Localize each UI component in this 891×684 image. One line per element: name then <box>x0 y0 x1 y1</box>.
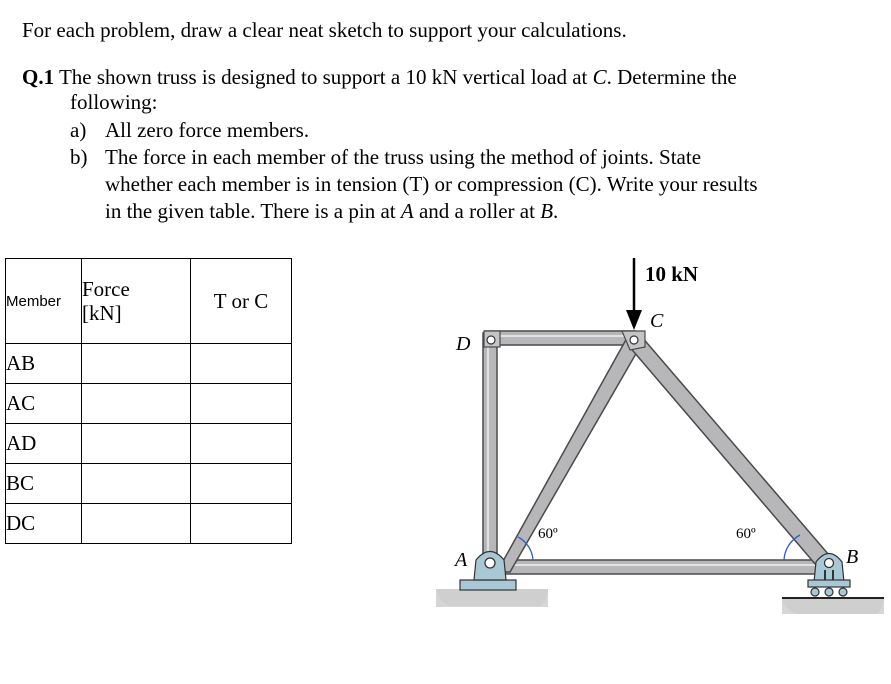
question-intro-point: C <box>592 65 607 89</box>
member-ad <box>483 333 497 573</box>
question-line-2: following: <box>70 90 158 114</box>
row-member: BC <box>6 464 82 504</box>
part-b-last-mid: and a roller at <box>413 199 541 223</box>
part-a-text: All zero force members. <box>105 118 310 142</box>
row-member: AC <box>6 384 82 424</box>
member-bc <box>628 336 835 572</box>
angle-label-left: 60º <box>538 526 558 542</box>
part-a-marker: a) <box>70 118 87 142</box>
label-b: B <box>846 546 859 568</box>
member-ab <box>490 560 830 574</box>
question-intro: The shown truss is designed to support a 10 kN vertical load at <box>58 65 593 89</box>
header-member: Member <box>6 259 82 344</box>
row-member: DC <box>6 504 82 544</box>
question-intro-post: . Determine the <box>606 65 737 89</box>
part-b-pin-point: A <box>400 199 414 223</box>
part-b-roller-point: B <box>540 199 554 223</box>
angle-label-right: 60º <box>736 526 756 542</box>
label-a: A <box>455 549 468 571</box>
part-b-line-1: The force in each member of the truss using the method of joints. State <box>105 145 702 169</box>
part-b-marker: b) <box>70 145 88 169</box>
joint-c-pin <box>630 336 638 344</box>
label-c: C <box>650 310 664 332</box>
question-number: Q.1 <box>22 65 55 89</box>
ground-left <box>436 589 548 607</box>
load-label: 10 kN <box>645 262 699 286</box>
row-member: AB <box>6 344 82 384</box>
load-arrow <box>626 258 642 330</box>
label-d: D <box>456 333 471 355</box>
instructions-text: For each problem, draw a clear neat sketch to support your calculations. <box>22 18 627 42</box>
part-b-last-post: . <box>553 199 559 223</box>
header-t-or-c: T or C <box>191 259 292 344</box>
part-b-line-2: whether each member is in tension (T) or compression (C). Write your results <box>105 172 758 196</box>
member-dc <box>485 331 635 345</box>
header-force-line2: [kN] <box>82 301 122 325</box>
header-force-line1: Force <box>82 277 130 301</box>
row-member: AD <box>6 424 82 464</box>
part-b-last-pre: in the given table. There is a pin at <box>105 199 401 223</box>
ground-right <box>782 598 884 614</box>
joint-d-pin <box>487 336 495 344</box>
